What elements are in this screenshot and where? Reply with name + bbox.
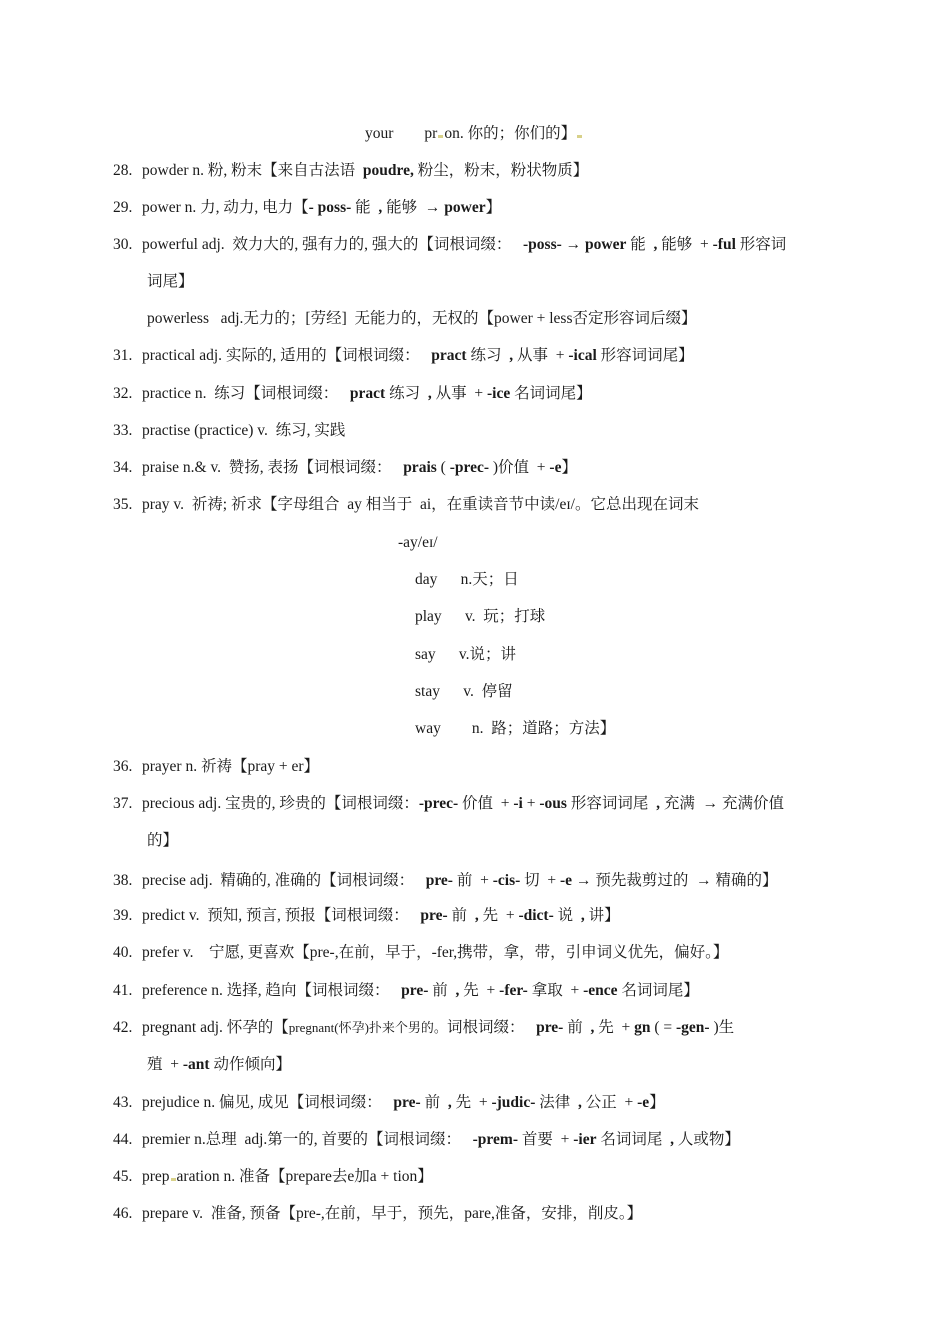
entry-30-sub: powerless adj.无力的；[劳经] 无能力的，无权的【power + less否定形容词后缀】 — [147, 310, 697, 327]
ay-heading: -ay/eɪ/ — [398, 534, 438, 551]
entry-38: 38. precise adj. 精确的, 准确的【词根词缀： pre- 前 + -cis- 切 + -e → 预先裁剪过的 → 精确的】 — [113, 872, 778, 889]
speck — [438, 135, 443, 138]
entry-43: 43. prejudice n. 偏见, 成见【词根词缀： pre- 前 , 先 + -judic- 法律 , 公正 + -e】 — [113, 1094, 665, 1111]
entry-46: 46. prepare v. 准备, 预备【pre-,在前，早于，预先，pare,准备，安排，削皮。】 — [113, 1205, 643, 1222]
example-day: day n.天；日 — [415, 571, 519, 588]
entry-32: 32. practice n. 练习【词根词缀： pract 练习 , 从事 + -ice 名词词尾】 — [113, 385, 592, 402]
entry-34: 34. praise n.& v. 赞扬, 表扬【词根词缀： prais ( -prec- )价值 + -e】 — [113, 459, 577, 476]
entry-37: 37. precious adj. 宝贵的, 珍贵的【词根词缀：-prec- 价值 + -i + -ous 形容词词尾 , 充满 → 充满价值 — [113, 795, 784, 812]
speck — [577, 135, 582, 138]
entry-30: 30. powerful adj. 效力大的, 强有力的, 强大的【词根词缀： -poss- → power 能 , 能够 + -ful 形容词 — [113, 236, 787, 253]
example-say: say v.说；讲 — [415, 646, 517, 663]
entry-28: 28. powder n. 粉, 粉末【来自古法语 poudre, 粉尘，粉末，粉状物质】 — [113, 162, 589, 179]
entry-41: 41. preference n. 选择, 趋向【词根词缀： pre- 前 , 先 + -fer- 拿取 + -ence 名词词尾】 — [113, 982, 699, 999]
entry-31: 31. practical adj. 实际的, 适用的【词根词缀： pract 练习 , 从事 + -ical 形容词词尾】 — [113, 347, 694, 364]
entry-42-cont: 殖 + -ant 动作倾向】 — [147, 1056, 291, 1073]
example-way: way n. 路；道路；方法】 — [415, 720, 616, 737]
example-play: play v. 玩；打球 — [415, 608, 546, 625]
entry-45: 45. prep aration n. 准备【prepare去e加a + tion】 — [113, 1168, 433, 1185]
entry-40: 40. prefer v. 宁愿, 更喜欢【pre-,在前，早于，-fer,携带，拿，带，引申词义优先，偏好。】 — [113, 944, 729, 961]
entry-33: 33. practise (practice) v. 练习, 实践 — [113, 422, 346, 439]
entry-37-cont: 的】 — [147, 832, 179, 849]
entry-39: 39. predict v. 预知, 预言, 预报【词根词缀： pre- 前 , 先 + -dict- 说 , 讲】 — [113, 907, 620, 924]
example-stay: stay v. 停留 — [415, 683, 513, 700]
entry-30-cont: 词尾】 — [147, 273, 194, 290]
entry-29: 29. power n. 力, 动力, 电力【- poss- 能 , 能够 → power】 — [113, 199, 502, 216]
entry-35: 35. pray v. 祈祷; 祈求【字母组合 ay 相当于 ai，在重读音节中读/eɪ/。它总出现在词末 — [113, 496, 699, 513]
entry-44: 44. premier n.总理 adj.第一的, 首要的【词根词缀： -prem- 首要 + -ier 名词词尾 , 人或物】 — [113, 1131, 740, 1148]
speck — [171, 1178, 176, 1181]
entry-36: 36. prayer n. 祈祷【pray + er】 — [113, 758, 320, 775]
entry-your: your pr on. 你的；你们的】 — [365, 124, 583, 144]
word: your — [365, 125, 394, 142]
entry-42: 42. pregnant adj. 怀孕的【pregnant(怀孕)扑来个男的。词根词缀： pre- 前 , 先 + gn ( = -gen- )生 — [113, 1019, 735, 1036]
